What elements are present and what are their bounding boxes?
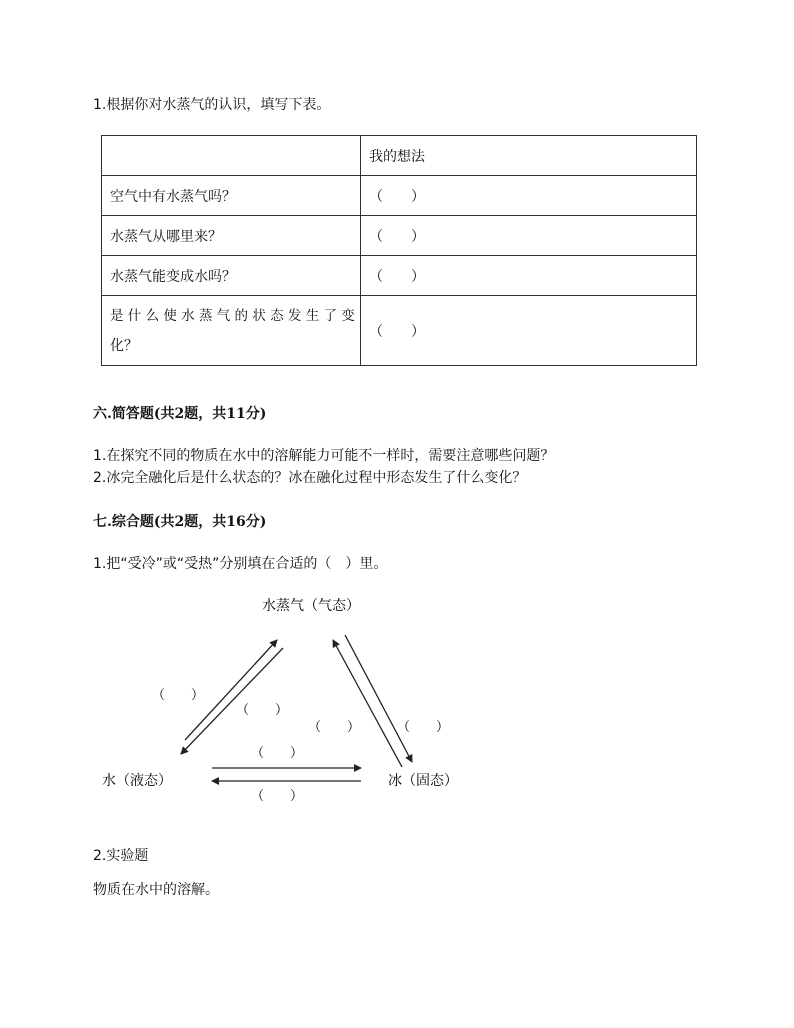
label-water: 水（液态） [102, 773, 172, 789]
label-vapor: 水蒸气（气态） [262, 598, 360, 614]
table-cell-answer[interactable]: （ ） [361, 256, 697, 296]
table-cell-question: 空气中有水蒸气吗？ [102, 176, 361, 216]
table-header-cell: 我的想法 [361, 136, 697, 176]
blank-left-outer[interactable]: （ ） [152, 688, 205, 703]
question-line-1: 是 什 么 使 水 蒸 气 的 状 态 发 生 了 变 [110, 307, 355, 324]
section7-q2: 2.实验题 [93, 848, 149, 864]
table-cell-answer[interactable]: （ ） [361, 176, 697, 216]
table-cell-answer[interactable]: （ ） [361, 216, 697, 256]
section7-q2-sub: 物质在水中的溶解。 [93, 882, 219, 898]
blank-right-outer[interactable]: （ ） [397, 720, 450, 735]
section6-item-1: 1.在探究不同的物质在水中的溶解能力可能不一样时，需要注意哪些问题？ [93, 448, 555, 464]
section6-item-2: 2.冰完全融化后是什么状态的？冰在融化过程中形态发生了什么变化？ [93, 470, 527, 486]
blank-right-inner[interactable]: （ ） [308, 720, 361, 735]
section7-title: 七.综合题(共2题，共16分) [93, 514, 267, 530]
label-ice: 冰（固态） [388, 773, 458, 789]
table-cell-question: 水蒸气能变成水吗？ [102, 256, 361, 296]
blank-bottom-horizontal[interactable]: （ ） [251, 789, 304, 804]
blank-top-horizontal[interactable]: （ ） [251, 746, 304, 761]
table-cell-answer[interactable]: （ ） [361, 296, 697, 366]
arrow-vapor-to-ice [345, 635, 412, 762]
question-line-2: 化？ [110, 337, 138, 354]
blank-left-inner[interactable]: （ ） [236, 703, 289, 718]
section7-q1: 1.把“受冷”或“受热”分别填在合适的（ ）里。 [93, 556, 388, 572]
section6-title: 六.简答题(共2题，共11分) [93, 406, 267, 422]
arrow-ice-to-vapor [333, 640, 402, 767]
q1-title: 1.根据你对水蒸气的认识，填写下表。 [93, 97, 331, 113]
table-cell-question: 水蒸气从哪里来？ [102, 216, 361, 256]
